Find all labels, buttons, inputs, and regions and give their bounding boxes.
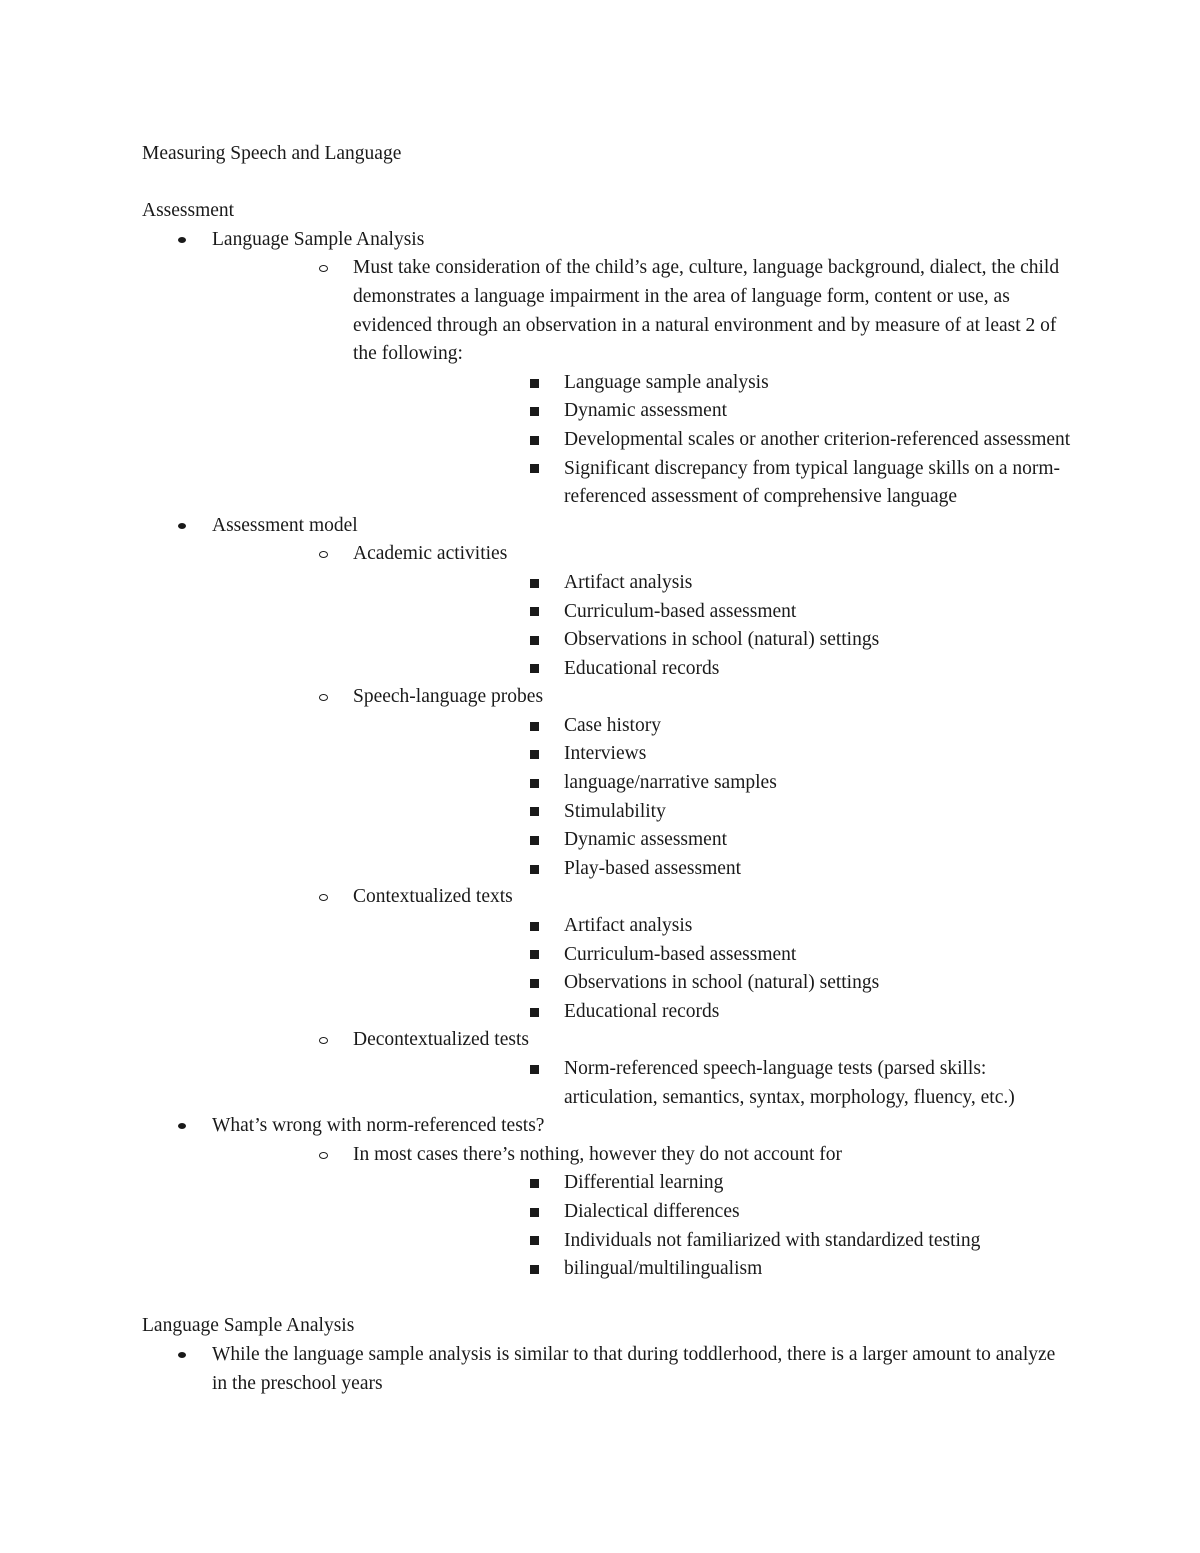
list-item [353, 769, 1072, 798]
bullet-square-icon [526, 912, 542, 941]
list-item [353, 655, 1072, 684]
list-item-text: Academic activities [353, 543, 508, 565]
bullet-dot-icon [174, 1112, 190, 1141]
assessment-list [142, 226, 1072, 1284]
bullet-square-icon [526, 397, 542, 426]
list-item [142, 1112, 1072, 1284]
list-item [353, 569, 1072, 598]
bullet-circle-icon [315, 1026, 331, 1055]
list-item-text: Artifact analysis [564, 915, 693, 937]
list-item-text: Educational records [564, 657, 720, 679]
list-item [142, 512, 1072, 1112]
list-item-text: Dialectical differences [564, 1200, 740, 1222]
list-item-text: language/narrative samples [564, 772, 777, 794]
list-item-text: Decontextualized tests [353, 1029, 529, 1051]
list-item [353, 798, 1072, 827]
bullet-square-icon [526, 941, 542, 970]
list-item [353, 1169, 1072, 1198]
list-item-text: Artifact analysis [564, 571, 693, 593]
section-heading-language-sample-analysis: Language Sample Analysis [142, 1315, 355, 1337]
list-item-text: Stimulability [564, 800, 666, 822]
bullet-square-icon [526, 712, 542, 741]
list-item [353, 1055, 1072, 1112]
list-item [353, 740, 1072, 769]
sub-list [353, 1169, 1072, 1283]
list-item [353, 826, 1072, 855]
bullet-dot-icon [174, 1341, 190, 1370]
list-item-text: Language sample analysis [564, 371, 769, 393]
list-item-text: Interviews [564, 743, 647, 765]
list-item [212, 883, 1072, 1026]
list-item-text: Curriculum-based assessment [564, 600, 797, 622]
bullet-dot-icon [174, 226, 190, 255]
bullet-square-icon [526, 626, 542, 655]
list-item-text: Dynamic assessment [564, 400, 728, 422]
section-heading-assessment: Assessment [142, 200, 235, 222]
bullet-square-icon [526, 455, 542, 484]
list-item-text: Language Sample Analysis [212, 228, 425, 250]
list-item [212, 540, 1072, 683]
sub-list [353, 712, 1072, 884]
bullet-square-icon [526, 855, 542, 884]
list-item [353, 426, 1072, 455]
bullet-square-icon [526, 798, 542, 827]
list-item-text: While the language sample analysis is similar to that during toddlerhood, there is a larger amount to analyze in the preschool years [212, 1343, 1056, 1394]
sub-list [353, 569, 1072, 683]
list-item-text: Developmental scales or another criterion-referenced assessment [564, 428, 1071, 450]
list-item [353, 1198, 1072, 1227]
sub-list [212, 1141, 1072, 1284]
spacer [142, 169, 1072, 198]
bullet-square-icon [526, 569, 542, 598]
bullet-square-icon [526, 1255, 542, 1284]
list-item [353, 1255, 1072, 1284]
list-item [353, 598, 1072, 627]
bullet-square-icon [526, 826, 542, 855]
list-item-text: Significant discrepancy from typical language skills on a norm-referenced assessment of comprehensive language [564, 457, 1061, 508]
bullet-square-icon [526, 1227, 542, 1256]
list-item-text: Assessment model [212, 514, 358, 536]
list-item-text: What’s wrong with norm-referenced tests? [212, 1115, 545, 1137]
list-item-text: Must take consideration of the child’s age, culture, language background, dialect, the child demonstrates a language impairment in the area of language form, content or use, as evidenced through an observation in a natural environment and by measure of at least 2 of the following: [353, 257, 1060, 365]
language-sample-list [142, 1341, 1072, 1398]
bullet-square-icon [526, 998, 542, 1027]
list-item [353, 998, 1072, 1027]
list-item [212, 1141, 1072, 1284]
bullet-square-icon [526, 655, 542, 684]
list-item [353, 369, 1072, 398]
document-body [142, 140, 1072, 1398]
list-item [142, 226, 1072, 512]
sub-list [353, 1055, 1072, 1112]
list-item [353, 712, 1072, 741]
bullet-circle-icon [315, 540, 331, 569]
list-item [212, 1026, 1072, 1112]
bullet-circle-icon [315, 883, 331, 912]
bullet-square-icon [526, 1055, 542, 1084]
list-item-text: Differential learning [564, 1172, 724, 1194]
list-item-text: Contextualized texts [353, 886, 513, 908]
sub-list [353, 369, 1072, 512]
list-item-text: Curriculum-based assessment [564, 943, 797, 965]
list-item [353, 941, 1072, 970]
list-item-text: Speech-language probes [353, 686, 544, 708]
list-item [142, 1341, 1072, 1398]
list-item-text: Individuals not familiarized with standardized testing [564, 1229, 981, 1251]
list-item [353, 397, 1072, 426]
list-item-text: bilingual/multilingualism [564, 1258, 763, 1280]
list-item-text: Observations in school (natural) settings [564, 629, 880, 651]
list-item [353, 1227, 1072, 1256]
bullet-dot-icon [174, 512, 190, 541]
bullet-square-icon [526, 426, 542, 455]
list-item-text: Observations in school (natural) settings [564, 972, 880, 994]
bullet-circle-icon [315, 683, 331, 712]
bullet-square-icon [526, 740, 542, 769]
bullet-square-icon [526, 769, 542, 798]
bullet-circle-icon [315, 1141, 331, 1170]
list-item [353, 912, 1072, 941]
bullet-square-icon [526, 1198, 542, 1227]
sub-list [353, 912, 1072, 1026]
bullet-square-icon [526, 369, 542, 398]
list-item-text: Play-based assessment [564, 857, 742, 879]
spacer [142, 1284, 1072, 1313]
list-item [353, 455, 1072, 512]
bullet-square-icon [526, 598, 542, 627]
list-item-text: Dynamic assessment [564, 829, 728, 851]
sub-list [212, 254, 1072, 511]
list-item-text: Case history [564, 714, 661, 736]
list-item [212, 683, 1072, 883]
list-item-text: Norm-referenced speech-language tests (parsed skills: articulation, semantics, syntax, morphology, fluency, etc.) [564, 1058, 1015, 1108]
list-item [353, 626, 1072, 655]
list-item [353, 969, 1072, 998]
document-title: Measuring Speech and Language [142, 143, 402, 164]
list-item-text: Educational records [564, 1000, 720, 1022]
bullet-circle-icon [315, 254, 331, 283]
sub-list [212, 540, 1072, 1112]
bullet-square-icon [526, 969, 542, 998]
bullet-square-icon [526, 1169, 542, 1198]
list-item-text: In most cases there’s nothing, however they do not account for [353, 1143, 842, 1165]
list-item [212, 254, 1072, 511]
list-item [353, 855, 1072, 884]
